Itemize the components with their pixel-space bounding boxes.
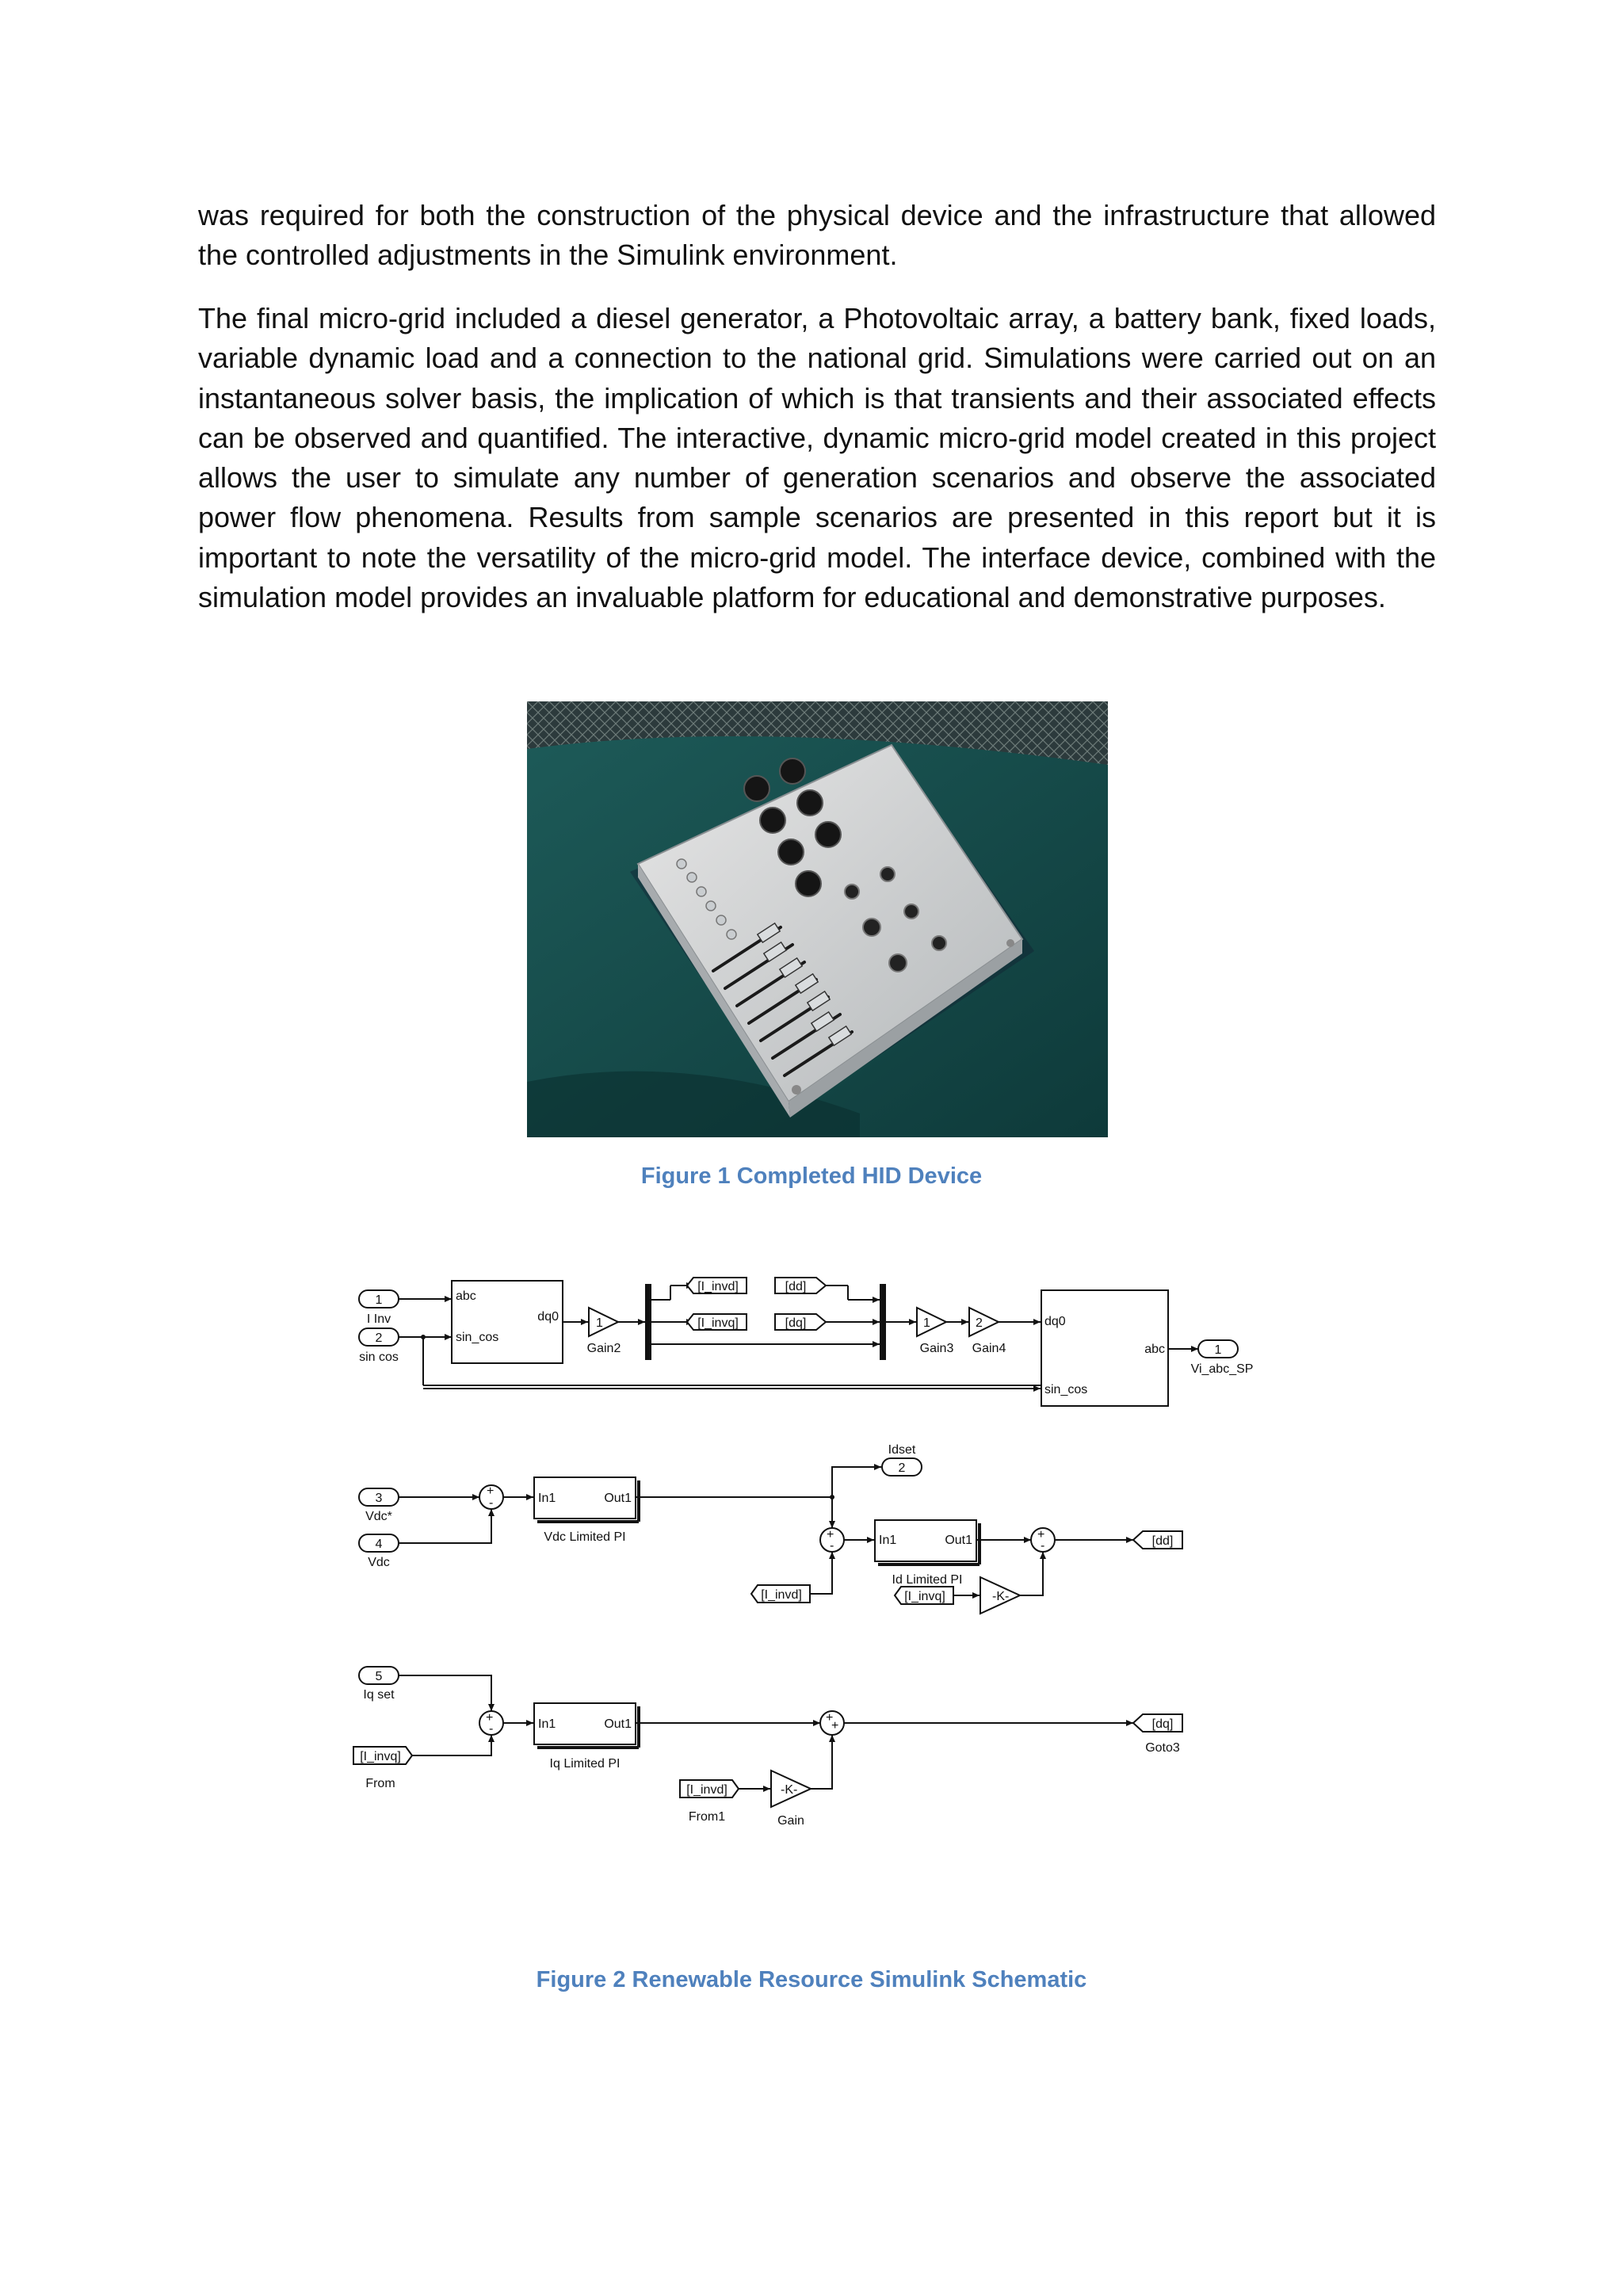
mux-bar — [880, 1284, 886, 1360]
id-pi-label: Id Limited PI — [892, 1573, 963, 1587]
gain2-value: 1 — [596, 1316, 603, 1330]
paragraph-2: The final micro-grid included a diesel generator, a Photovoltaic array, a battery bank, fixed loads, variable dynamic load and a connection to the national grid. Simulations were carried out on an instantaneous solver basis, the implication of which is that transients and their associated effects can be observed and quantified. The interactive, dynamic micro-grid model created in this project allows the user to simulate any number of generation scenarios and observe the associated power flow phenomena. Results from sample scenarios are presented in this report but it is important to note the versatility of the micro-grid model. The interface device, combined with the simulation model provides an invaluable platform for educational and demonstrative purposes. — [198, 302, 1436, 614]
vdc-pi-in: In1 — [538, 1492, 556, 1505]
paragraph-1: was required for both the construction of the physical device and the infrastructure that allowed the controlled adjustments in the Simulink environment. — [198, 199, 1436, 272]
iq-pi-out: Out1 — [604, 1717, 632, 1731]
sum-id-minus: - — [830, 1539, 834, 1553]
gain3-label: Gain3 — [919, 1342, 954, 1355]
inport-4-number: 4 — [375, 1538, 383, 1551]
inport-1-number: 1 — [375, 1293, 383, 1307]
goto-dq-bot-label: [dq] — [1151, 1717, 1174, 1731]
goto-dd-mid-label: [dd] — [1151, 1534, 1174, 1548]
gain4-value: 2 — [976, 1316, 983, 1330]
simulink-schematic — [341, 1252, 1292, 1878]
figure-2-caption: Figure 2 Renewable Resource Simulink Schematic — [536, 1967, 1087, 1992]
vdc-pi-label: Vdc Limited PI — [544, 1530, 626, 1544]
sum-iq-minus: - — [489, 1722, 494, 1736]
gain2-block — [589, 1308, 618, 1336]
inport-5-number: 5 — [375, 1670, 383, 1683]
from-label: From — [365, 1777, 395, 1790]
from1-label: From1 — [688, 1810, 726, 1824]
sum-iq-plus: + — [486, 1711, 494, 1725]
inport-2-label: sin cos — [359, 1350, 399, 1364]
hid-device-photo — [527, 701, 1108, 1137]
sum-dd-minus: - — [1041, 1539, 1045, 1553]
idset-label: Idset — [888, 1443, 916, 1457]
outport-2-number: 2 — [898, 1461, 906, 1475]
outport-1-label: Vi_abc_SP — [1190, 1362, 1254, 1376]
sum-id-plus: + — [827, 1528, 834, 1541]
abc-block-output: dq0 — [537, 1310, 559, 1324]
from-invd-bot-label: [I_invd] — [686, 1783, 727, 1797]
inport-2-number: 2 — [375, 1331, 383, 1345]
from-invd-top-label: [I_invd] — [697, 1280, 739, 1293]
sum-dq-plus-2: + — [831, 1719, 839, 1733]
gain-k-mid-value: -K- — [992, 1590, 1010, 1603]
goto-dd-top-label: [dd] — [785, 1280, 807, 1293]
gain3-value: 1 — [923, 1316, 930, 1330]
sum-vdc-minus: - — [489, 1496, 494, 1510]
from-invd-mid-label: [I_invd] — [761, 1588, 802, 1602]
abc-block-input-sincos: sin_cos — [456, 1331, 499, 1344]
id-pi-in: In1 — [879, 1534, 897, 1547]
outport-1-number: 1 — [1214, 1343, 1222, 1357]
figure-1-caption: Figure 1 Completed HID Device — [640, 1163, 983, 1189]
iq-pi-label: Iq Limited PI — [549, 1757, 621, 1771]
gain-label: Gain — [777, 1814, 804, 1828]
sum-dq-plus-1: + — [826, 1711, 834, 1725]
from-invq-top-label: [I_invq] — [697, 1316, 739, 1330]
abc-block-input-abc: abc — [456, 1289, 476, 1303]
sum-dd-plus: + — [1037, 1528, 1045, 1541]
gain-k-bot-value: -K- — [781, 1783, 798, 1797]
sum-vdc-plus: + — [487, 1484, 495, 1498]
inport-3-number: 3 — [375, 1492, 383, 1505]
from-invq-mid-label: [I_invq] — [904, 1590, 945, 1603]
inport-4-label: Vdc — [368, 1556, 390, 1569]
id-pi-out: Out1 — [945, 1534, 972, 1547]
vdc-pi-out: Out1 — [604, 1492, 632, 1505]
goto-dq-top-label: [dq] — [785, 1316, 807, 1330]
iq-pi-in: In1 — [538, 1717, 556, 1731]
gain4-label: Gain4 — [972, 1342, 1006, 1355]
inport-5-label: Iq set — [363, 1688, 395, 1702]
inport-1-label: I Inv — [366, 1312, 391, 1326]
dq0-block-input-dq0: dq0 — [1044, 1315, 1066, 1328]
dq0-block-output: abc — [1144, 1343, 1165, 1356]
dq0-block-input-sincos: sin_cos — [1044, 1383, 1088, 1396]
gain3-block — [917, 1308, 946, 1336]
inport-3-label: Vdc* — [365, 1510, 392, 1523]
goto3-label: Goto3 — [1145, 1741, 1180, 1755]
from-invq-bot-label: [I_invq] — [360, 1750, 401, 1763]
gain2-label: Gain2 — [586, 1342, 621, 1355]
demux-bar — [645, 1284, 651, 1360]
gain4-block — [969, 1308, 999, 1336]
